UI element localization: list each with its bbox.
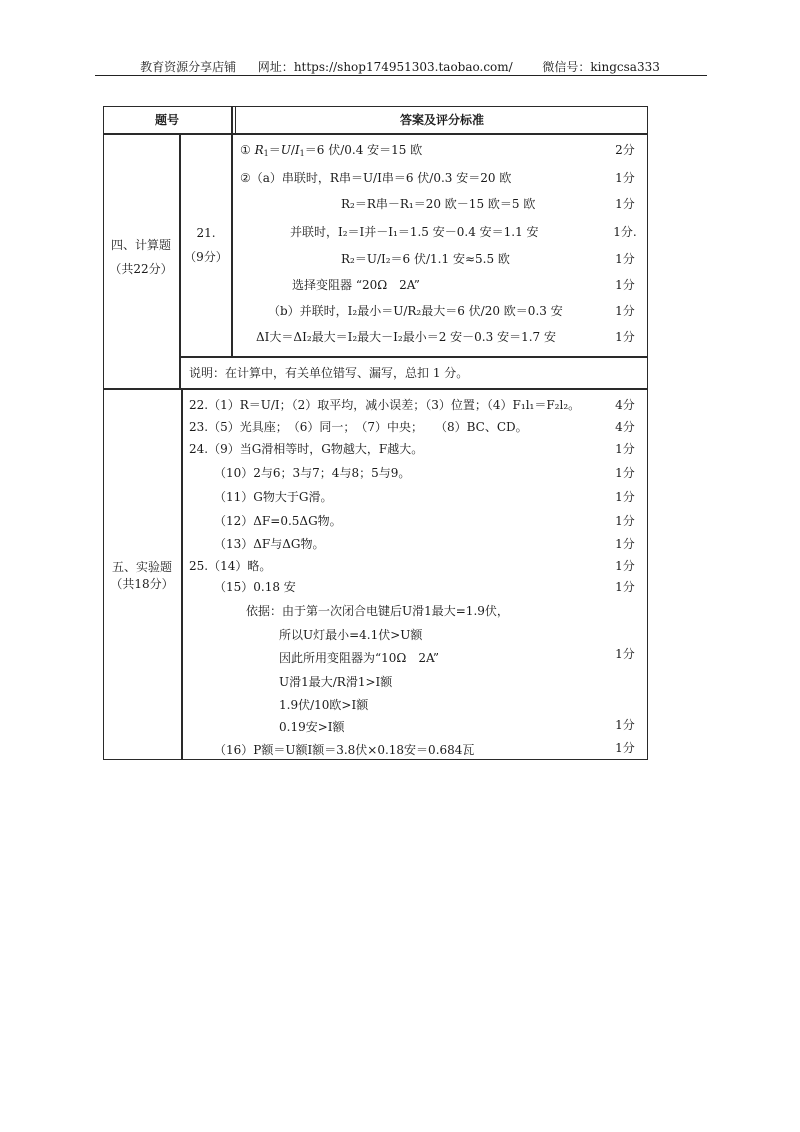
col-header-answer: 答案及评分标准 xyxy=(399,113,484,127)
sec4-line-4: 并联时，I₂＝I并－I₁＝1.5 安－0.4 安＝1.1 安 xyxy=(290,225,539,239)
sec5-line-4: （10）2与6；3与7；4与8；5与9。 xyxy=(214,466,411,480)
sec5-line-14: 1.9伏/10欧>I额 xyxy=(279,698,369,712)
sec5-points-15: 1分 xyxy=(615,718,635,732)
sec5-points-9: 1分 xyxy=(615,580,635,594)
sec5-line-12: 因此所用变阻器为“10Ω 2A” xyxy=(279,651,440,665)
sec4-line-8: ΔI大＝ΔI₂最大＝I₂最大－I₂最小＝2 安－0.3 安＝1.7 安 xyxy=(256,330,556,344)
shop-name: 教育资源分享店铺 xyxy=(140,60,237,74)
sec5-points-7: 1分 xyxy=(615,537,635,551)
sec5-points-16: 1分 xyxy=(615,741,635,755)
sec5-line-16: （16）P额＝U额I额＝3.8伏×0.18安＝0.684瓦 xyxy=(214,743,475,757)
sec5-points-5: 1分 xyxy=(615,490,635,504)
wechat-id: kingcsa333 xyxy=(590,60,660,74)
sec5-title: 五、实验题 xyxy=(111,560,172,574)
sec5-total: （共18分） xyxy=(110,577,174,591)
sec4-points-5: 1分 xyxy=(615,252,635,266)
sec5-line-3: 24.（9）当G滑相等时，G物越大，F越大。 xyxy=(189,442,424,456)
header-row-divider xyxy=(103,133,648,135)
sec5-line-13: U滑1最大/R滑1>I额 xyxy=(279,675,393,689)
sec5-line-8: 25.（14）略。 xyxy=(189,559,272,573)
sec4-line-3: R₂＝R串－R₁＝20 欧－15 欧＝5 欧 xyxy=(341,197,536,211)
sec4-line-2: ②（a）串联时，R串＝U/I串＝6 伏/0.3 安＝20 欧 xyxy=(240,171,512,185)
sec4-points-7: 1分 xyxy=(615,304,635,318)
sec5-line-9: （15）0.18 安 xyxy=(214,580,296,594)
sec4-line-6: 选择变阻器 “20Ω 2A” xyxy=(292,278,420,292)
sec4-points-6: 1分 xyxy=(615,278,635,292)
sec4-points-4: 1分. xyxy=(613,225,637,239)
note-row-top xyxy=(179,356,648,358)
col-divider-sec5 xyxy=(181,388,183,760)
sec5-points-12: 1分 xyxy=(615,647,635,661)
sec4-line-7: （b）并联时，I₂最小＝U/R₂最大＝6 伏/20 欧＝0.3 安 xyxy=(268,304,563,318)
sec5-points-4: 1分 xyxy=(615,466,635,480)
sec5-line-6: （12）ΔF=0.5ΔG物。 xyxy=(214,514,342,528)
sec4-note: 说明：在计算中，有关单位错写、漏写，总扣 1 分。 xyxy=(189,366,469,380)
sec5-line-5: （11）G物大于G滑。 xyxy=(214,490,333,504)
page-header xyxy=(95,58,705,76)
sec5-line-2: 23.（5）光具座； （6）同一； （7）中央； （8）BC、CD。 xyxy=(189,420,528,434)
col-header-question: 题号 xyxy=(154,113,179,127)
url-label: 网址： xyxy=(257,60,294,74)
shop-url[interactable]: https://shop174951303.taobao.com/ xyxy=(293,60,513,74)
sec5-line-1: 22.（1）R＝U/I；（2）取平均，减小误差；（3）位置；（4）F₁l₁＝F₂l₂。 xyxy=(189,398,581,412)
header-rule xyxy=(95,75,707,76)
q21-number: 21. xyxy=(196,226,216,240)
col-divider-main xyxy=(231,106,233,357)
q21-points: （9分） xyxy=(184,250,228,264)
sec4-title: 四、计算题 xyxy=(110,238,171,252)
sec5-points-8: 1分 xyxy=(615,559,635,573)
sec4-total: （共22分） xyxy=(109,262,173,276)
sec4-points-8: 1分 xyxy=(615,330,635,344)
wechat-label: 微信号： xyxy=(542,60,591,74)
section-divider xyxy=(103,388,648,390)
sec5-points-6: 1分 xyxy=(615,514,635,528)
sec5-line-7: （13）ΔF与ΔG物。 xyxy=(214,537,325,551)
sec5-points-2: 4分 xyxy=(615,420,635,434)
sec4-line-1: ① $R_1=U/I_1=6$ 伏/0.4 安＝15 欧 xyxy=(240,143,423,158)
sec5-line-10: 依据：由于第一次闭合电键后U滑1最大=1.9伏， xyxy=(246,604,509,618)
sec4-points-3: 1分 xyxy=(615,197,635,211)
sec4-points-1: 2分 xyxy=(615,143,635,157)
sec5-points-1: 4分 xyxy=(615,398,635,412)
sec5-line-11: 所以U灯最小=4.1伏>U额 xyxy=(279,628,423,642)
sec5-line-15: 0.19安>I额 xyxy=(279,720,345,734)
sec4-line-5: R₂＝U/I₂＝6 伏/1.1 安≈5.5 欧 xyxy=(341,252,510,266)
sec4-points-2: 1分 xyxy=(615,171,635,185)
sec5-points-3: 1分 xyxy=(615,442,635,456)
